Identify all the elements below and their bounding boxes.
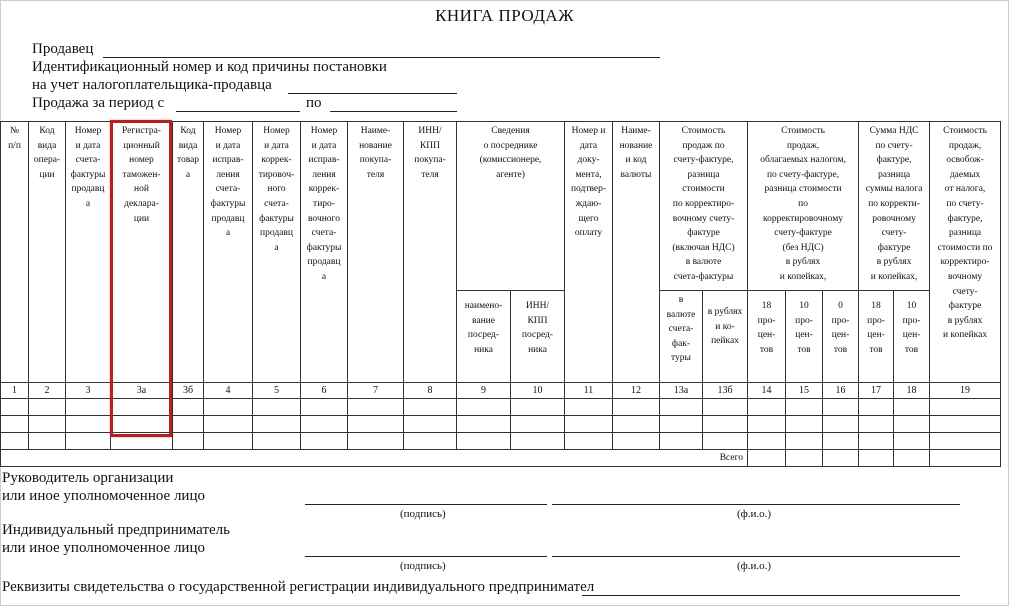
column-number: 11 (565, 383, 613, 399)
table-cell[interactable] (457, 416, 511, 433)
table-cell[interactable] (660, 399, 703, 416)
table-cell[interactable] (511, 416, 565, 433)
table-cell[interactable] (703, 416, 748, 433)
table-cell[interactable] (253, 416, 301, 433)
table-cell[interactable] (823, 399, 859, 416)
table-cell[interactable] (930, 399, 1001, 416)
header-value-in-rubles: в рублях и ко- пейках (703, 291, 748, 383)
column-number: 8 (404, 383, 457, 399)
table-cell[interactable] (613, 433, 660, 450)
column-number: 3 (66, 383, 111, 399)
document-title: КНИГА ПРОДАЖ (435, 6, 574, 25)
table-cell[interactable] (894, 416, 930, 433)
table-cell[interactable] (29, 416, 66, 433)
table-cell[interactable] (301, 416, 348, 433)
table-cell[interactable] (565, 399, 613, 416)
header-number: № п/п (1, 122, 29, 383)
column-number: 3б (173, 383, 204, 399)
seller-label: Продавец (32, 41, 94, 57)
total-row (1, 450, 1001, 467)
total-cell[interactable] (859, 450, 894, 467)
header-value-in-currency: в валюте счета- фак- туры (660, 291, 703, 383)
table-cell[interactable] (859, 399, 894, 416)
table-cell[interactable] (786, 433, 823, 450)
table-cell[interactable] (894, 399, 930, 416)
column-number: 16 (823, 383, 859, 399)
header-goods-type-code: Код вида товар а (173, 122, 204, 383)
column-number: 6 (301, 383, 348, 399)
head-name-caption: (ф.и.о.) (737, 508, 772, 520)
column-number: 19 (930, 383, 1001, 399)
table-cell[interactable] (1, 433, 29, 450)
header-exempt-sales: Стоимость продаж, освобож- даемых от налога, по счету- фактуре, разница стоимости по корректиро- вочному счету- фактуре в рублях и копейках (930, 122, 1001, 383)
column-number: 9 (457, 383, 511, 399)
header-buyer-name: Наиме- нование покупа- теля (348, 122, 404, 383)
header-adjustment-invoice: Номер и дата коррек- тировоч- ного счета- фактуры продавц а (253, 122, 301, 383)
column-number: 3а (111, 383, 173, 399)
table-cell[interactable] (66, 399, 111, 416)
column-number: 13а (660, 383, 703, 399)
table-cell[interactable] (823, 433, 859, 450)
header-taxable-10: 10 про- цен- тов (786, 291, 823, 383)
ip-signature-field[interactable] (305, 556, 547, 557)
table-cell[interactable] (1, 416, 29, 433)
table-cell[interactable] (930, 433, 1001, 450)
total-cell[interactable] (823, 450, 859, 467)
table-cell[interactable] (859, 433, 894, 450)
period-from-field[interactable] (176, 111, 300, 112)
table-cell[interactable] (204, 399, 253, 416)
table-cell[interactable] (457, 399, 511, 416)
ip-label-line1: Индивидуальный предприниматель (2, 522, 230, 538)
column-number: 13б (703, 383, 748, 399)
ip-name-field[interactable] (552, 556, 960, 557)
table-cell[interactable] (786, 399, 823, 416)
header-correction-invoice: Номер и дата исправ- ления счета- фактуры продавц а (204, 122, 253, 383)
table-cell[interactable] (173, 399, 204, 416)
table-cell[interactable] (930, 416, 1001, 433)
table-cell[interactable] (613, 399, 660, 416)
header-vat-sum-group: Сумма НДС по счету- фактуре, разница суммы налога по корректи- ровочному счету- фактуре в рублях и копейках, (859, 122, 930, 291)
table-cell[interactable] (511, 433, 565, 450)
header-intermediary-group: Сведения о посреднике (комиссионере, агенте) (457, 122, 565, 291)
total-cell[interactable] (748, 450, 786, 467)
column-number: 17 (859, 383, 894, 399)
period-from-label: Продажа за период с (32, 95, 165, 111)
column-number: 15 (786, 383, 823, 399)
table-cell[interactable] (253, 433, 301, 450)
ip-label-line2: или иное уполномоченное лицо (2, 540, 205, 556)
seller-field[interactable] (103, 57, 660, 58)
head-signature-caption: (подпись) (400, 508, 446, 520)
table-cell[interactable] (204, 433, 253, 450)
table-cell[interactable] (894, 433, 930, 450)
inn-label-line2: на учет налогоплательщика-продавца (32, 77, 272, 93)
table-cell[interactable] (404, 416, 457, 433)
total-cell[interactable] (894, 450, 930, 467)
column-number: 14 (748, 383, 786, 399)
table-cell[interactable] (823, 416, 859, 433)
column-number: 5 (253, 383, 301, 399)
table-cell[interactable] (511, 399, 565, 416)
header-taxable-sales-group: Стоимость продаж, облагаемых налогом, по счету-фактуре, разница стоимости по корректировочному счету-фактуре (без НДС) в рублях и копейках, (748, 122, 859, 291)
header-intermediary-inn-kpp: ИНН/ КПП посред- ника (511, 291, 565, 383)
header-correction-adjustment-invoice: Номер и дата исправ- ления коррек- тиро- вочного счета- фактуры продавц а (301, 122, 348, 383)
total-cell[interactable] (786, 450, 823, 467)
header-taxable-18: 18 про- цен- тов (748, 291, 786, 383)
table-cell[interactable] (660, 416, 703, 433)
header-buyer-inn-kpp: ИНН/ КПП покупа- теля (404, 122, 457, 383)
table-cell[interactable] (301, 433, 348, 450)
header-vat-10: 10 про- цен- тов (894, 291, 930, 383)
header-customs-declaration-number: Регистра- ционный номер таможен- ной деклара- ции (111, 122, 173, 383)
period-to-label: по (306, 95, 322, 111)
ip-signature-caption: (подпись) (400, 560, 446, 572)
table-cell[interactable] (348, 399, 404, 416)
table-cell[interactable] (404, 433, 457, 450)
table-cell[interactable] (29, 399, 66, 416)
registration-field[interactable] (582, 595, 960, 596)
ip-name-caption: (ф.и.о.) (737, 560, 772, 572)
table-cell[interactable] (859, 416, 894, 433)
head-name-field[interactable] (552, 504, 960, 505)
column-number: 12 (613, 383, 660, 399)
table-cell[interactable] (348, 416, 404, 433)
registration-label: Реквизиты свидетельства о государственной регистрации индивидуального предпринимател (2, 579, 595, 595)
header-payment-document: Номер и дата доку- мента, подтвер- ждаю- щего оплату (565, 122, 613, 383)
header-invoice-number-date: Номер и дата счета- фактуры продавц а (66, 122, 111, 383)
table-cell[interactable] (301, 399, 348, 416)
inn-field[interactable] (288, 93, 457, 94)
table-cell[interactable] (457, 433, 511, 450)
head-label-line1: Руководитель организации (2, 470, 174, 486)
table-cell[interactable] (660, 433, 703, 450)
table-cell[interactable] (748, 399, 786, 416)
table-cell[interactable] (404, 399, 457, 416)
table-cell[interactable] (29, 433, 66, 450)
header-currency: Наиме- нование и код валюты (613, 122, 660, 383)
header-sales-value-group: Стоимость продаж по счету-фактуре, разница стоимости по корректиро- вочному счету- фактуре (включая НДС) в валюте счета-фактуры (660, 122, 748, 291)
header-operation-code: Код вида опера- ции (29, 122, 66, 383)
table-cell[interactable] (565, 433, 613, 450)
table-cell[interactable] (565, 416, 613, 433)
table-cell[interactable] (204, 416, 253, 433)
table-cell[interactable] (613, 416, 660, 433)
table-cell[interactable] (173, 416, 204, 433)
table-cell[interactable] (748, 416, 786, 433)
table-cell[interactable] (703, 399, 748, 416)
table-cell[interactable] (66, 433, 111, 450)
table-cell[interactable] (66, 416, 111, 433)
header-taxable-0: 0 про- цен- тов (823, 291, 859, 383)
table-cell[interactable] (786, 416, 823, 433)
inn-label-line1: Идентификационный номер и код причины постановки (32, 59, 387, 75)
total-label: Всего (1, 450, 748, 467)
period-to-field[interactable] (330, 111, 457, 112)
column-number: 18 (894, 383, 930, 399)
column-number: 7 (348, 383, 404, 399)
column-number: 1 (1, 383, 29, 399)
column-number: 2 (29, 383, 66, 399)
head-label-line2: или иное уполномоченное лицо (2, 488, 205, 504)
highlight-box-column-3a (110, 120, 172, 437)
column-number: 10 (511, 383, 565, 399)
head-signature-field[interactable] (305, 504, 547, 505)
column-number: 4 (204, 383, 253, 399)
total-cell[interactable] (930, 450, 1001, 467)
table-cell[interactable] (348, 433, 404, 450)
table-cell[interactable] (173, 433, 204, 450)
table-cell[interactable] (703, 433, 748, 450)
table-cell[interactable] (1, 399, 29, 416)
table-cell[interactable] (748, 433, 786, 450)
header-intermediary-name: наимено- вание посред- ника (457, 291, 511, 383)
table-cell[interactable] (253, 399, 301, 416)
header-vat-18: 18 про- цен- тов (859, 291, 894, 383)
